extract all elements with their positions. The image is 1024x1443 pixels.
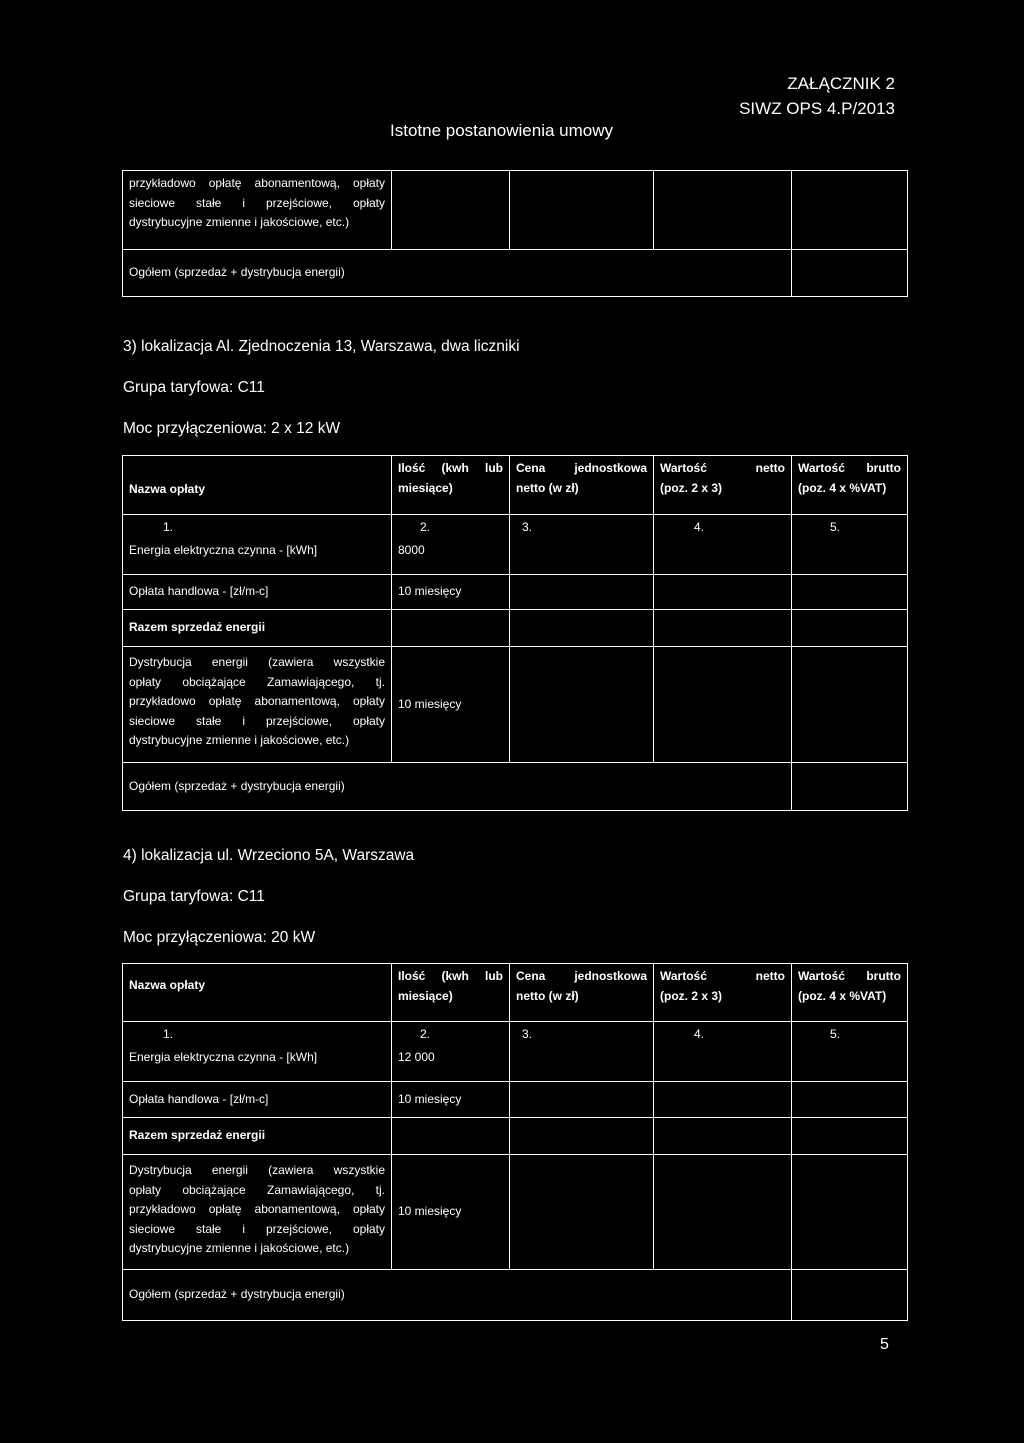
desc-line: przykładowo opłatę abonamentową, opłaty bbox=[129, 176, 385, 190]
cell bbox=[510, 541, 654, 575]
cell bbox=[510, 1118, 654, 1155]
sales-total-label: Razem sprzedaż energii bbox=[123, 1118, 392, 1155]
col-header-quantity: Ilość (kwh lub miesiące) bbox=[392, 456, 510, 515]
grand-total-label: Ogółem (sprzedaż + dystrybucja energii) bbox=[123, 1270, 792, 1321]
distribution-quantity: 10 miesięcy bbox=[392, 647, 510, 763]
desc-line: sieciowe stałe i przejściowe, opłaty bbox=[129, 195, 385, 210]
cell bbox=[792, 1048, 908, 1082]
desc-line: Dystrybucja energii (zawiera wszystkie bbox=[129, 1163, 385, 1177]
reference-number: SIWZ OPS 4.P/2013 bbox=[739, 99, 895, 118]
col-header-name: Nazwa opłaty bbox=[123, 964, 392, 1022]
col-header-net-value: Wartość netto (poz. 2 x 3) bbox=[654, 456, 792, 515]
col-header-gross-value: Wartość brutto (poz. 4 x %VAT) bbox=[792, 456, 908, 515]
desc-line: sieciowe stałe i przejściowe, opłaty bbox=[129, 1221, 385, 1236]
desc-line: dystrybucyjne zmienne i jakościowe, etc.) bbox=[129, 733, 350, 747]
col-number: 1. bbox=[123, 1022, 392, 1048]
col-number: 5. bbox=[792, 515, 908, 541]
col-number: 4. bbox=[654, 1022, 792, 1048]
col-header-name: Nazwa opłaty bbox=[123, 456, 392, 515]
cell bbox=[654, 647, 792, 763]
cell bbox=[792, 250, 908, 297]
energy-quantity: 12 000 bbox=[392, 1048, 510, 1082]
col-number: 5. bbox=[792, 1022, 908, 1048]
section3-location: 3) lokalizacja Al. Zjednoczenia 13, Warszawa, dwa liczniki bbox=[123, 338, 520, 355]
trade-fee-quantity: 10 miesięcy bbox=[392, 1082, 510, 1118]
cell bbox=[792, 1082, 908, 1118]
section3-tariff: Grupa taryfowa: C11 bbox=[123, 379, 265, 396]
col-header-gross-value: Wartość brutto (poz. 4 x %VAT) bbox=[792, 964, 908, 1022]
cell bbox=[792, 1118, 908, 1155]
cell bbox=[654, 541, 792, 575]
col-number: 3. bbox=[510, 515, 654, 541]
cell bbox=[510, 647, 654, 763]
cell bbox=[510, 575, 654, 610]
top-continuation-table bbox=[122, 170, 908, 297]
col-number: 2. bbox=[392, 515, 510, 541]
cell bbox=[392, 610, 510, 647]
desc-line: przykładowo opłatę abonamentową, opłaty bbox=[129, 1202, 385, 1216]
cell bbox=[510, 1048, 654, 1082]
desc-line: dystrybucyjne zmienne i jakościowe, etc.) bbox=[129, 215, 350, 229]
total-label-cell bbox=[123, 250, 792, 297]
cell bbox=[510, 1155, 654, 1270]
cell bbox=[654, 171, 792, 250]
cell bbox=[654, 575, 792, 610]
col-number: 1. bbox=[123, 515, 392, 541]
cell bbox=[510, 1082, 654, 1118]
cell bbox=[392, 171, 510, 250]
cell bbox=[792, 647, 908, 763]
cell bbox=[792, 763, 908, 811]
section4-tariff: Grupa taryfowa: C11 bbox=[123, 888, 265, 905]
annex-label: ZAŁĄCZNIK 2 bbox=[787, 74, 895, 93]
desc-line: opłaty obciążające Zamawiającego, tj. bbox=[129, 674, 385, 689]
cell bbox=[510, 610, 654, 647]
desc-line: opłaty obciążające Zamawiającego, tj. bbox=[129, 1182, 385, 1197]
total-label: Ogółem (sprzedaż + dystrybucja energii) bbox=[129, 265, 345, 280]
cell bbox=[392, 1118, 510, 1155]
sales-total-label: Razem sprzedaż energii bbox=[123, 610, 392, 647]
cell bbox=[654, 1155, 792, 1270]
section4-table bbox=[122, 963, 908, 1321]
cell bbox=[792, 171, 908, 250]
section3-power: Moc przyłączeniowa: 2 x 12 kW bbox=[123, 420, 341, 437]
col-number: 2. bbox=[392, 1022, 510, 1048]
col-number: 3. bbox=[510, 1022, 654, 1048]
cell bbox=[792, 541, 908, 575]
cell bbox=[654, 1048, 792, 1082]
cell bbox=[792, 1155, 908, 1270]
cell bbox=[654, 610, 792, 647]
distribution-quantity: 10 miesięcy bbox=[392, 1155, 510, 1270]
col-header-net-value: Wartość netto (poz. 2 x 3) bbox=[654, 964, 792, 1022]
energy-label: Energia elektryczna czynna - [kWh] bbox=[123, 541, 392, 575]
distribution-description-cell bbox=[123, 1155, 392, 1270]
grand-total-label: Ogółem (sprzedaż + dystrybucja energii) bbox=[123, 763, 792, 811]
cell bbox=[792, 610, 908, 647]
trade-fee-label: Opłata handlowa - [zł/m-c] bbox=[123, 1082, 392, 1118]
col-header-unit-price: Cena jednostkowa netto (w zł) bbox=[510, 456, 654, 515]
col-header-quantity: Ilość (kwh lub miesiące) bbox=[392, 964, 510, 1022]
cell bbox=[510, 171, 654, 250]
page-number: 5 bbox=[880, 1336, 889, 1353]
trade-fee-quantity: 10 miesięcy bbox=[392, 575, 510, 610]
section4-location: 4) lokalizacja ul. Wrzeciono 5A, Warszawa bbox=[123, 847, 415, 864]
energy-label: Energia elektryczna czynna - [kWh] bbox=[123, 1048, 392, 1082]
distribution-description-cell bbox=[123, 647, 392, 763]
col-number: 4. bbox=[654, 515, 792, 541]
cell bbox=[654, 1118, 792, 1155]
desc-line: dystrybucyjne zmienne i jakościowe, etc.) bbox=[129, 1241, 350, 1255]
desc-line: Dystrybucja energii (zawiera wszystkie bbox=[129, 655, 385, 669]
document-title: Istotne postanowienia umowy bbox=[390, 121, 614, 140]
energy-quantity: 8000 bbox=[392, 541, 510, 575]
cell bbox=[792, 1270, 908, 1321]
trade-fee-label: Opłata handlowa - [zł/m-c] bbox=[123, 575, 392, 610]
distribution-description-cell bbox=[123, 171, 392, 250]
desc-line: przykładowo opłatę abonamentową, opłaty bbox=[129, 694, 385, 708]
cell bbox=[654, 1082, 792, 1118]
col-header-unit-price: Cena jednostkowa netto (w zł) bbox=[510, 964, 654, 1022]
desc-line: sieciowe stałe i przejściowe, opłaty bbox=[129, 713, 385, 728]
section3-table bbox=[122, 455, 908, 811]
cell bbox=[792, 575, 908, 610]
section4-power: Moc przyłączeniowa: 20 kW bbox=[123, 929, 316, 946]
